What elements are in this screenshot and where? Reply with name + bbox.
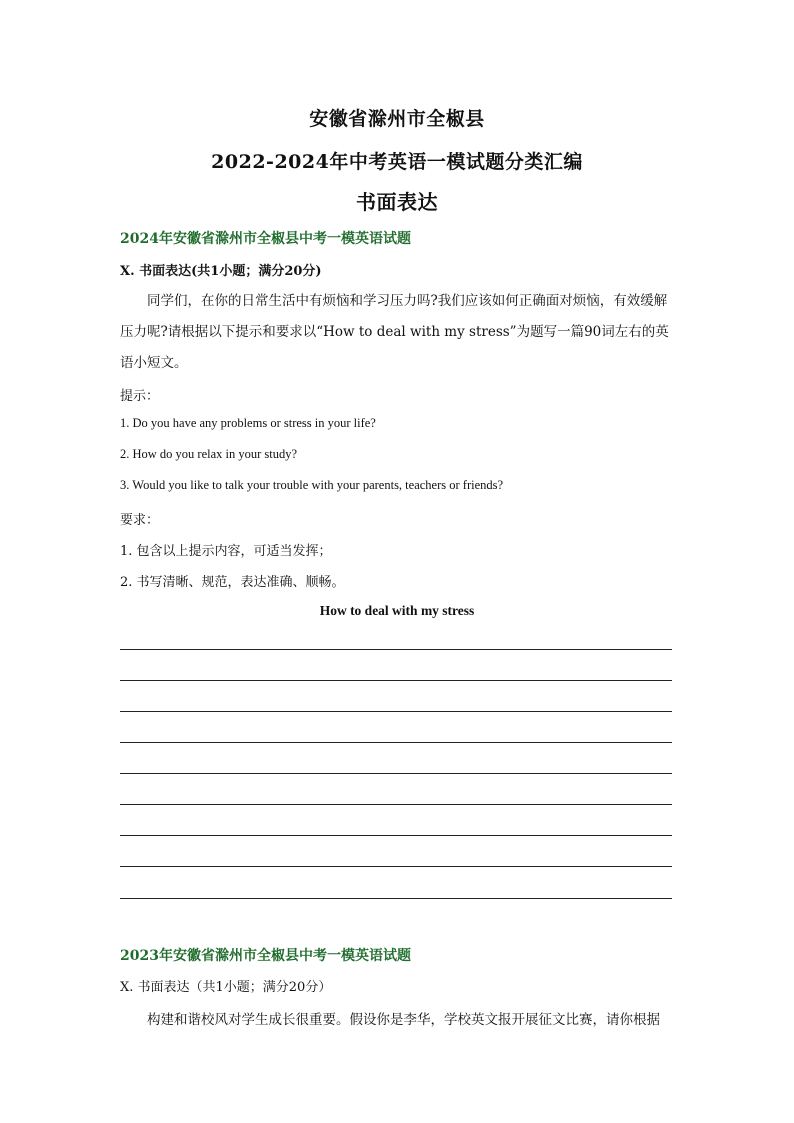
section-heading-2024: 2024年安徽省滁州市全椒县中考一模英语试题 [120,231,411,247]
tip-item: 2. How do you relax in your study? [120,447,298,461]
section-heading-2023: 2023年安徽省滁州市全椒县中考一模英语试题 [120,948,411,964]
essay-title: How to deal with my stress [319,603,475,618]
question-prompt-2023: 构建和谐校风对学生成长很重要。假设你是李华，学校英文报开展征文比赛，请你根据 [147,1012,660,1028]
tips-label: 提示： [120,389,160,404]
document-title-line1: 安徽省滁州市全椒县 [309,108,485,130]
requirement-item: 1. 包含以上提示内容，可适当发挥； [120,544,332,559]
question-header-2024: X. 书面表达(共1小题；满分20分) [120,264,322,279]
question-prompt-2024: 同学们，在你的日常生活中有烦恼和学习压力吗?我们应该如何正确面对烦恼，有效缓解压力呢?请根据以下提示和要求以“How to deal with my stress”为题写一篇90词左右的英语小短文。 [120,293,669,371]
writing-line [120,866,672,867]
writing-line [120,649,672,650]
document-title-line3: 书面表达 [356,190,438,214]
tip-item: 1. Do you have any problems or stress in your life? [120,416,376,430]
requirements-label: 要求： [120,513,160,528]
writing-line [120,680,672,681]
writing-line [120,835,672,836]
writing-line [120,898,672,899]
writing-line [120,711,672,712]
writing-line [120,773,672,774]
question-header-2023: X. 书面表达（共1小题；满分20分） [120,980,332,995]
document-title-line2: 2022-2024年中考英语一模试题分类汇编 [211,151,583,173]
writing-line [120,804,672,805]
writing-line [120,742,672,743]
tip-item: 3. Would you like to talk your trouble with your parents, teachers or friends? [120,478,504,492]
requirement-item: 2. 书写清晰、规范，表达准确、顺畅。 [120,575,345,590]
